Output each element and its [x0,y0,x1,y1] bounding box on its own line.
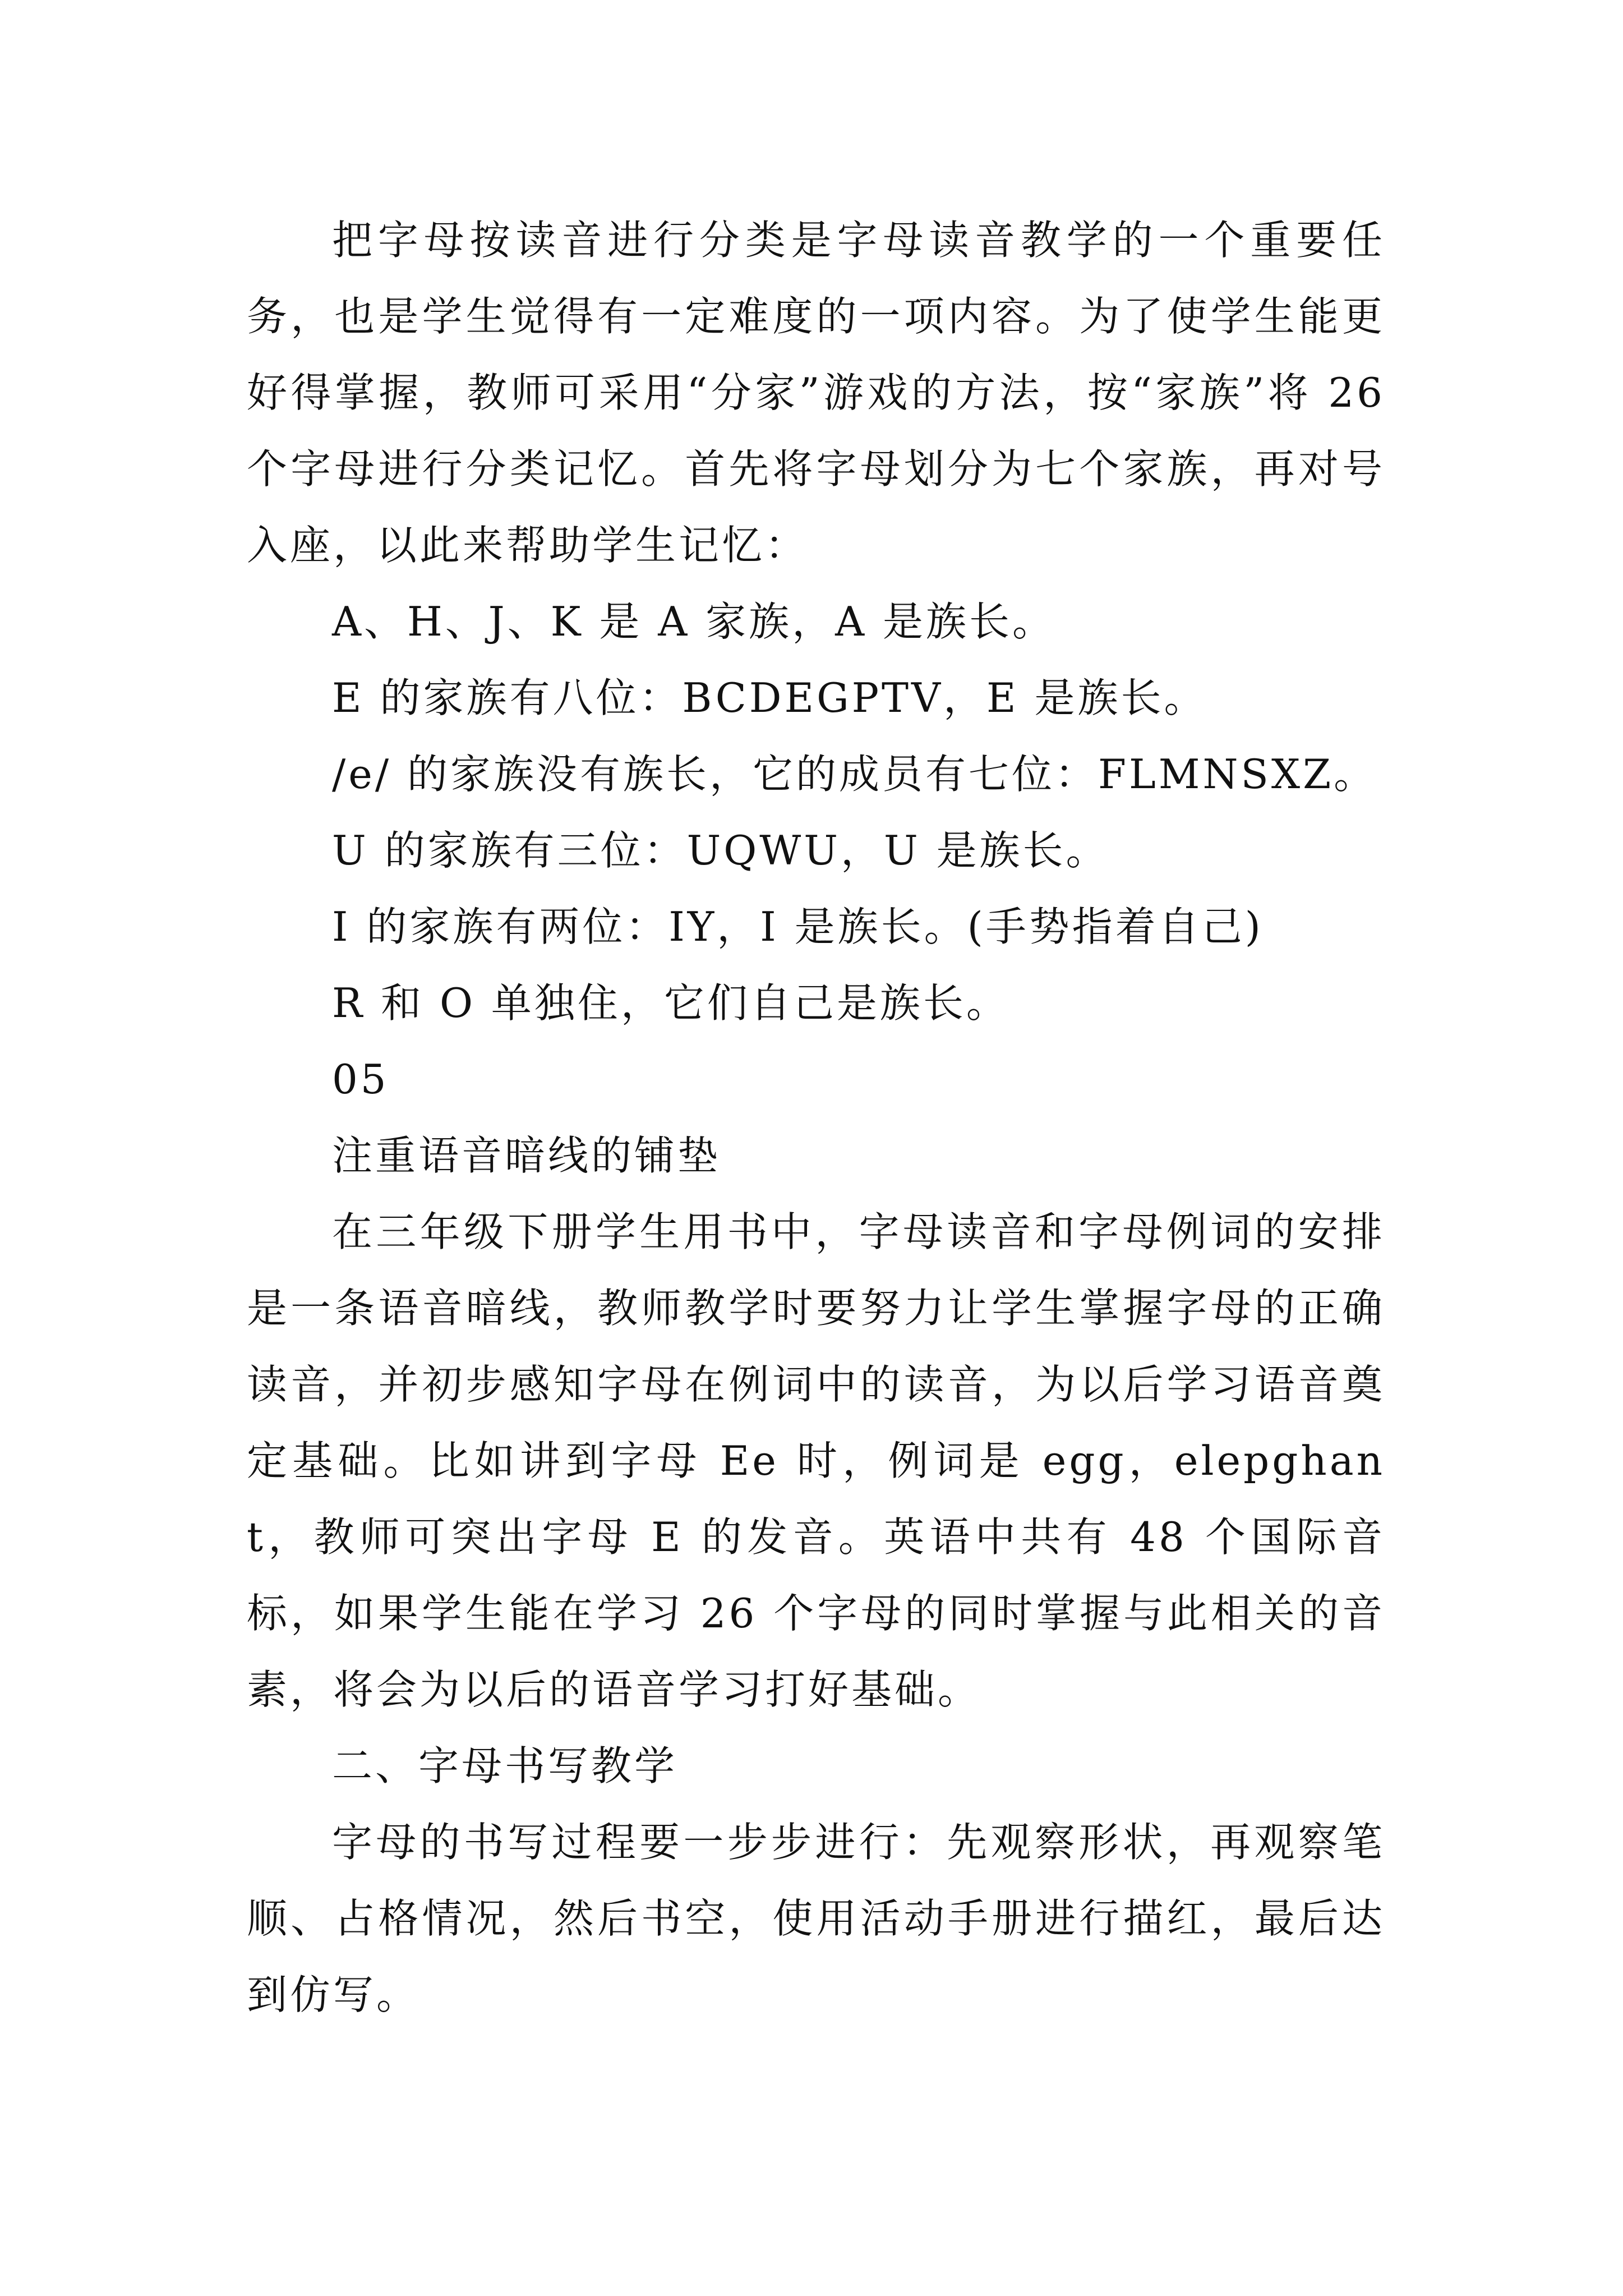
section-heading: 注重语音暗线的铺垫 [332,1132,721,1179]
paragraph-family-i: I 的家族有两位：IY，I 是族长。(手势指着自己) [332,903,1264,950]
document-body [247,202,1385,2033]
paragraph-family-u: U 的家族有三位：UQWU，U 是族长。 [332,827,1109,874]
paragraph-writing-process: 字母的书写过程要一步步进行：先观察形状，再观察笔顺、占格情况，然后书空，使用活动手册进行描红，最后达到仿写。 [247,1819,1385,2018]
paragraph-phonics-thread: 在三年级下册学生用书中，字母读音和字母例词的安排是一条语音暗线，教师教学时要努力让学生掌握字母的正确读音，并初步感知字母在例词中的读音，为以后学习语音奠定基础。比如讲到字母 Ee 时，例词是 egg，elepghant，教师可突出字母 E 的发音。英语中共有 48 个国际音标，如果学生能在学习 26 个字母的同时掌握与此相关的音素，将会为以后的语音学习打好基础。 [247,1208,1385,1713]
paragraph-letter-classification: 把字母按读音进行分类是字母读音教学的一个重要任务，也是学生觉得有一定难度的一项内容。为了使学生能更好得掌握，教师可采用“分家”游戏的方法，按“家族”将 26 个字母进行分类记忆。首先将字母划分为七个家族，再对号入座，以此来帮助学生记忆： [247,217,1385,569]
paragraph-family-r-o: R 和 O 单独住，它们自己是族长。 [332,979,1009,1027]
section-number: 05 [332,1056,389,1103]
paragraph-family-e-sound: /e/ 的家族没有族长，它的成员有七位：FLMNSXZ。 [332,751,1377,798]
section-heading-writing: 二、字母书写教学 [332,1742,678,1789]
paragraph-family-a: A、H、J、K 是 A 家族，A 是族长。 [332,598,1055,645]
paragraph-family-e: E 的家族有八位：BCDEGPTV，E 是族长。 [332,674,1207,721]
